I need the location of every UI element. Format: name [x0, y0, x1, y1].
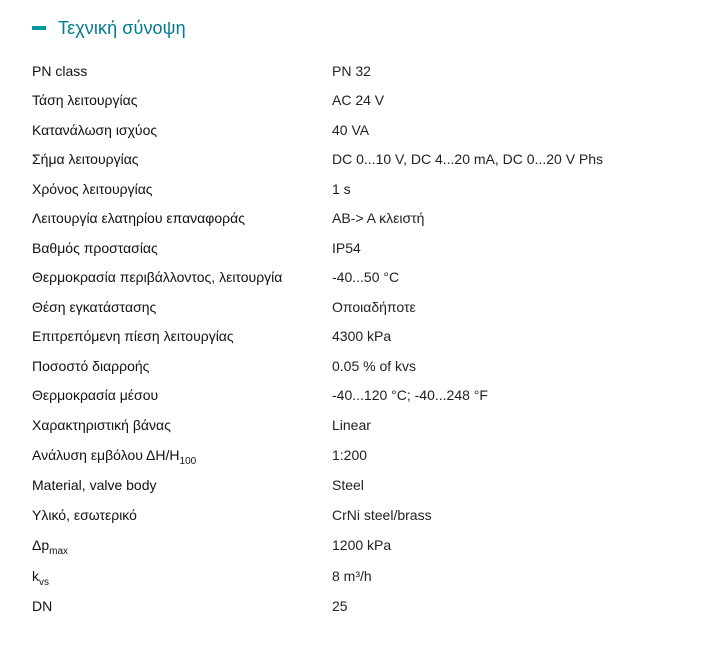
spec-row-medium-temperature: [32, 381, 672, 411]
spec-label: Βαθμός προστασίας: [32, 239, 158, 256]
spec-value: AB-> A κλειστή: [332, 210, 425, 227]
spec-row-stroke-resolution: [32, 440, 672, 471]
spec-label: Χρόνος λειτουργίας: [32, 180, 153, 197]
spec-value: -40...50 °C: [332, 269, 400, 286]
spec-value: Linear: [332, 416, 371, 433]
spec-label: [32, 447, 332, 467]
spec-label: Επιτρεπόμενη πίεση λειτουργίας: [32, 328, 234, 345]
minus-collapse-icon[interactable]: [32, 26, 46, 30]
spec-label: Θέση εγκατάστασης: [32, 298, 157, 315]
spec-row-mounting-position: [32, 292, 672, 322]
spec-row-control-signal: [32, 145, 672, 175]
spec-label: Θερμοκρασία μέσου: [32, 387, 159, 404]
spec-label: Σήμα λειτουργίας: [32, 151, 139, 168]
spec-label: Κατανάλωση ισχύος: [32, 121, 158, 138]
spec-value: 1:200: [332, 447, 368, 463]
spec-value: 25: [332, 598, 348, 615]
spec-value: 1200 kPa: [332, 537, 392, 553]
spec-label: PN class: [32, 62, 88, 79]
spec-row-operating-voltage: [32, 86, 672, 116]
spec-row-permissible-pressure: [32, 322, 672, 352]
spec-row-power-consumption: [32, 115, 672, 145]
spec-row-internal-material: [32, 500, 672, 530]
spec-label: Τάση λειτουργίας: [32, 92, 138, 109]
spec-label-subscript: 100: [179, 456, 197, 467]
section-title: Τεχνική σύνοψη: [58, 17, 186, 38]
spec-value: -40...120 °C; -40...248 °F: [332, 387, 488, 404]
spec-label: DN: [32, 598, 53, 615]
spec-value: DC 0...10 V, DC 4...20 mA, DC 0...20 V Phs: [332, 151, 604, 168]
spec-value: Steel: [332, 477, 364, 494]
spec-label: Material, valve body: [32, 477, 157, 494]
spec-value: 8 m³/h: [332, 568, 372, 584]
spec-value: CrNi steel/brass: [332, 506, 432, 523]
spec-label: Λειτουργία ελατηρίου επαναφοράς: [32, 210, 245, 227]
spec-value: 0.05 % of kvs: [332, 357, 417, 374]
spec-label: Θερμοκρασία περιβάλλοντος, λειτουργία: [32, 269, 283, 286]
spec-value: Οποιαδήποτε: [332, 298, 416, 315]
spec-value: PN 32: [332, 62, 371, 79]
spec-row-pn-class: [32, 56, 672, 86]
spec-label: Ποσοστό διαρροής: [32, 357, 150, 374]
spec-value: 1 s: [332, 180, 351, 197]
spec-value: AC 24 V: [332, 92, 385, 109]
spec-row-operating-time: [32, 174, 672, 204]
spec-label-main: Δp: [32, 537, 50, 553]
spec-value: IP54: [332, 239, 361, 256]
spec-label: [32, 537, 332, 557]
spec-row-leakage-rate: [32, 351, 672, 381]
spec-label-subscript: max: [49, 546, 69, 557]
spec-value: 4300 kPa: [332, 328, 392, 345]
spec-row-dn: [32, 592, 672, 622]
spec-label-main: Ανάλυση εμβόλου ΔΗ/Η: [32, 447, 180, 463]
spec-label-subscript: vs: [39, 577, 49, 588]
spec-row-valve-characteristic: [32, 410, 672, 440]
spec-row-spring-return: [32, 204, 672, 234]
spec-row-kvs: [32, 561, 672, 592]
section-header-technical-summary[interactable]: [32, 14, 186, 42]
spec-label: Υλικό, εσωτερικό: [32, 506, 137, 523]
spec-label-main: k: [32, 568, 39, 584]
spec-row-ambient-temperature: [32, 263, 672, 293]
spec-row-protection-degree: [32, 233, 672, 263]
spec-label: [32, 568, 332, 588]
spec-table: [32, 56, 672, 621]
spec-value: 40 VA: [332, 121, 370, 138]
spec-label: Χαρακτηριστική βάνας: [32, 416, 171, 433]
spec-row-valve-body-material: [32, 471, 672, 501]
spec-row-dp-max: [32, 530, 672, 561]
